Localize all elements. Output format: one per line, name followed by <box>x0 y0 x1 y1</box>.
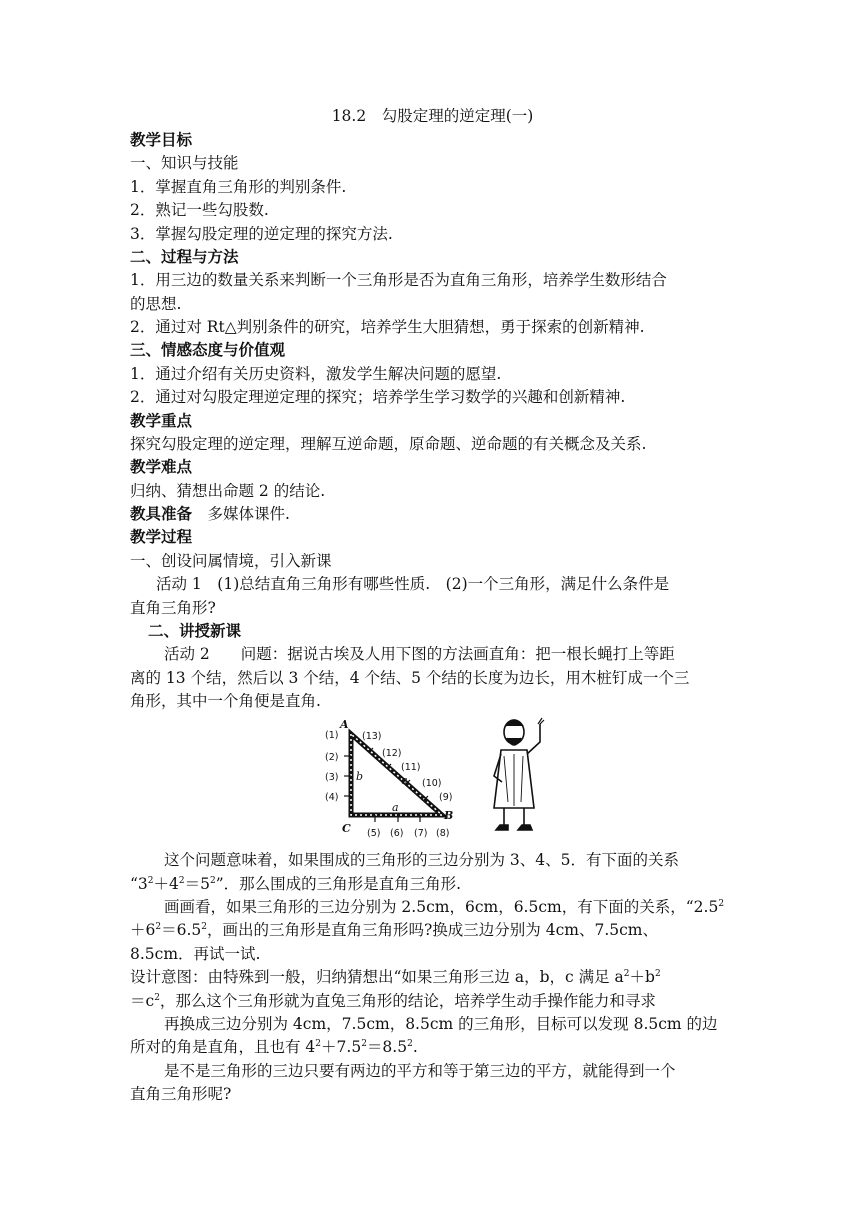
knot-label: (10) <box>422 778 442 789</box>
knot-label: (1) <box>325 730 339 741</box>
section-2-heading: 二、讲授新课 <box>148 622 242 640</box>
knot-label: (11) <box>401 762 421 773</box>
tools-text: 多媒体课件. <box>192 505 290 523</box>
superscript: 2 <box>407 1039 413 1049</box>
vertex-label-b: B <box>444 809 454 822</box>
knot-label: (13) <box>362 731 382 742</box>
text-span: ，画出的三角形是直角三角形吗?换成三边分别为 4cm、7.5cm、 <box>207 921 659 939</box>
text-span: 画画看，如果三角形的三边分别为 2.5cm，6cm，6.5cm，有下面的关系，“2.5 <box>164 898 719 916</box>
activity-1-text-cont: 直角三角形? <box>130 599 216 617</box>
activity-1-text: 活动 1 (1)总结直角三角形有哪些性质. (2)一个三角形，满足什么条件是 <box>156 575 670 593</box>
knot-label: (4) <box>325 792 339 803</box>
superscript: 2 <box>654 969 661 979</box>
text-span: ＋b <box>629 968 655 986</box>
side-label-b: b <box>356 770 364 783</box>
activity-2-text-cont: 角形，其中一个角便是直角. <box>130 692 321 710</box>
text-span: ＋7.5 <box>321 1038 362 1056</box>
page-title: 18.2 勾股定理的逆定理(一) <box>331 107 534 125</box>
process-method-heading: 二、过程与方法 <box>130 248 239 266</box>
activity-2-text: 活动 2 问题：据说古埃及人用下图的方法画直角：把一根长蝇打上等距 <box>164 645 675 663</box>
attitude-heading: 三、情感态度与价值观 <box>130 341 286 359</box>
paragraph-question-cont: 直角三角形呢? <box>130 1085 232 1103</box>
goals-heading: 教学目标 <box>130 131 193 149</box>
text-span: “3 <box>130 875 148 893</box>
design-intent-cont <box>130 989 735 1013</box>
knot-label: (12) <box>382 748 402 759</box>
knot-label: (7) <box>414 828 428 839</box>
knot-label: (5) <box>367 828 381 839</box>
side-label-a: a <box>392 801 399 814</box>
paragraph-retry-cont <box>130 1035 735 1059</box>
activity-2-text-cont: 离的 13 个结，然后以 3 个结，4 个结、5 个结的长度为边长，用木桩钉成一个三 <box>130 669 690 687</box>
knowledge-item: 3．掌握勾股定理的逆定理的探究方法. <box>130 225 393 243</box>
text-span: ，那么这个三角形就为直兔三角形的结论，培养学生动手操作能力和寻求 <box>159 992 656 1010</box>
knot-label: (8) <box>436 828 450 839</box>
attitude-item: 1．通过介绍有关历史资料，激发学生解决问题的愿望. <box>130 365 502 383</box>
superscript: 2 <box>154 993 160 1003</box>
superscript: 2 <box>147 876 154 886</box>
superscript: 2 <box>201 922 207 932</box>
superscript: 2 <box>718 899 725 909</box>
paragraph-retry: 再换成三边分别为 4cm，7.5cm，8.5cm 的三角形，目标可以发现 8.5cm 的边 <box>164 1015 718 1033</box>
knowledge-heading: 一、知识与技能 <box>130 154 239 172</box>
knot-label: (6) <box>390 828 404 839</box>
superscript: 2 <box>210 876 216 886</box>
knot-label: (3) <box>325 772 339 783</box>
paragraph-draw <box>130 895 735 919</box>
tools-heading: 教具准备 <box>130 505 193 523</box>
rope-triangle-figure <box>318 712 558 842</box>
design-intent <box>130 965 735 989</box>
attitude-item: 2．通过对勾股定理逆定理的探究；培养学生学习数学的兴趣和创新精神. <box>130 388 626 406</box>
text-span: 所对的角是直角，且也有 4 <box>130 1038 316 1056</box>
knowledge-item: 1．掌握直角三角形的判别条件. <box>130 178 347 196</box>
knowledge-item: 2．熟记一些勾股数. <box>130 201 269 219</box>
superscript: 2 <box>361 1039 367 1049</box>
method-item-cont: 的思想. <box>130 295 182 313</box>
superscript: 2 <box>178 876 185 886</box>
text-span: 设计意图：由特殊到一般，归纳猜想出“如果三角形三边 a，b，c 满足 a <box>130 968 624 986</box>
egyptian-figure-illustration <box>494 718 544 830</box>
text-span: ＝c <box>130 992 155 1010</box>
superscript: 2 <box>155 922 162 932</box>
difficulty-text: 归纳、猜想出命题 2 的结论. <box>130 482 326 500</box>
text-span: ＝5 <box>184 875 211 893</box>
method-item: 2．通过对 Rt△判别条件的研究，培养学生大胆猜想，勇于探索的创新精神. <box>130 318 645 336</box>
vertex-label-c: C <box>342 822 351 835</box>
teaching-process-heading: 教学过程 <box>130 528 193 546</box>
paragraph-draw-cont: 8.5cm．再试一试. <box>130 945 261 963</box>
text-span: ”．那么围成的三角形是直角三角形. <box>215 875 462 893</box>
tools-line <box>130 502 735 526</box>
vertex-label-a: A <box>340 718 349 731</box>
superscript: 2 <box>315 1039 322 1049</box>
knot-label: (9) <box>439 792 453 803</box>
key-points-text: 探究勾股定理的逆定理，理解互逆命题，原命题、逆命题的有关概念及关系. <box>130 435 647 453</box>
difficulty-heading: 教学难点 <box>130 458 193 476</box>
section-1-heading: 一、创设问属情境，引入新课 <box>130 552 332 570</box>
text-span: ＝6.5 <box>161 921 202 939</box>
text-span: ＝8.5 <box>366 1038 408 1056</box>
text-span: ＋4 <box>153 875 179 893</box>
superscript: 2 <box>623 969 630 979</box>
text-span: . <box>412 1038 418 1056</box>
paragraph-3-4-5: 这个问题意味着，如果围成的三角形的三边分别为 3、4、5．有下面的关系 <box>164 851 680 869</box>
paragraph-3-4-5-cont <box>130 872 735 896</box>
key-points-heading: 教学重点 <box>130 412 193 430</box>
paragraph-draw-cont <box>130 918 735 942</box>
method-item: 1．用三边的数量关系来判断一个三角形是否为直角三角形，培养学生数形结合 <box>130 271 667 289</box>
text-span: ＋6 <box>130 921 156 939</box>
knot-label: (2) <box>325 752 339 763</box>
side-label-c: c <box>401 774 408 787</box>
paragraph-question: 是不是三角形的三边只要有两边的平方和等于第三边的平方，就能得到一个 <box>164 1062 676 1080</box>
